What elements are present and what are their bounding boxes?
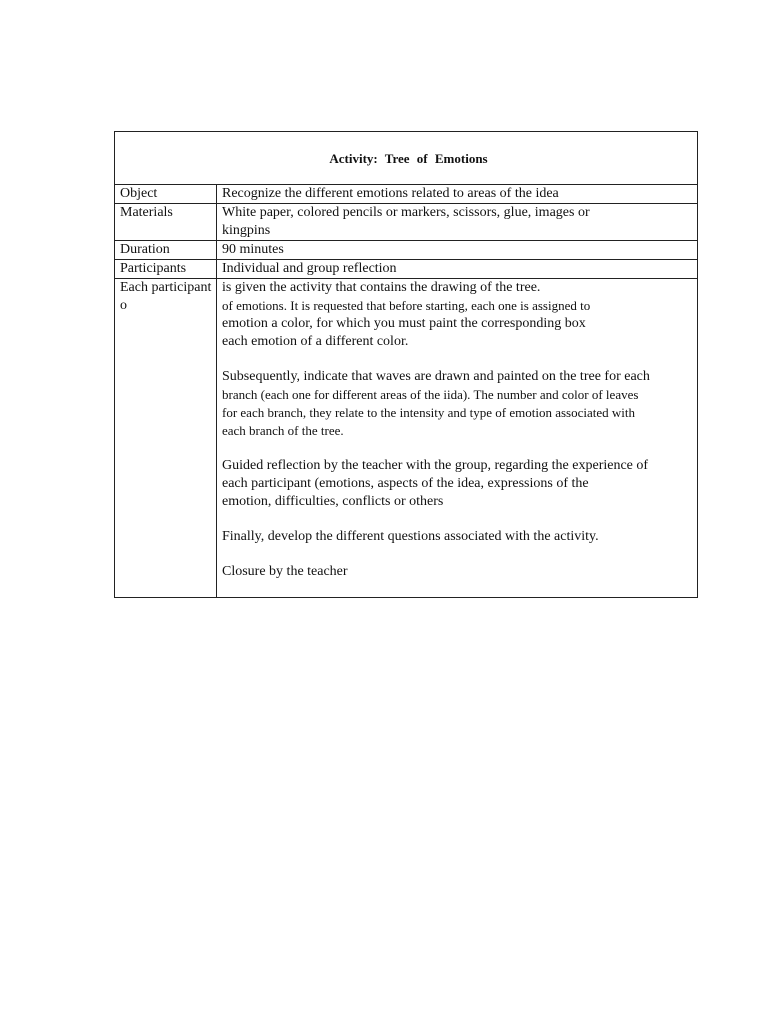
description-label (115, 279, 217, 598)
row-label-duration: Duration (115, 241, 217, 260)
materials-line-2: kingpins (222, 223, 271, 238)
table-row-materials (115, 204, 698, 241)
row-label-object: Object (115, 185, 217, 204)
row-label-materials: Materials (115, 204, 217, 241)
table-row-object (115, 185, 698, 204)
paragraph-1-line-3: emotion a color, for which you must paint the corresponding box (222, 316, 586, 331)
table-title: Activity: Tree of Emotions (115, 132, 698, 185)
paragraph-3-line-1: Guided reflection by the teacher with the group, regarding the experience of (222, 458, 649, 473)
paragraph-3 (222, 457, 697, 511)
table-row-participants (115, 260, 698, 279)
description-label-line-2: o (120, 298, 127, 313)
row-label-participants: Participants (115, 260, 217, 279)
description-label-line-1: Each participant (120, 280, 212, 295)
paragraph-1 (222, 279, 697, 351)
row-value-object: Recognize the different emotions related to areas of the idea (217, 185, 698, 204)
row-value-participants: Individual and group reflection (217, 260, 698, 279)
table-row-description (115, 279, 698, 598)
paragraph-2-line-4: each branch of the tree. (222, 423, 344, 438)
paragraph-1-line-1: is given the activity that contains the drawing of the tree. (222, 280, 541, 295)
paragraph-3-line-3: emotion, difficulties, conflicts or others (222, 494, 444, 509)
row-value-duration: 90 minutes (217, 241, 698, 260)
paragraph-3-line-2: each participant (emotions, aspects of the idea, expressions of the (222, 476, 589, 491)
activity-table (114, 131, 698, 598)
paragraph-4: Finally, develop the different questions associated with the activity. (222, 529, 599, 544)
materials-line-1: White paper, colored pencils or markers, scissors, glue, images or (222, 205, 590, 220)
table-row-duration (115, 241, 698, 260)
description-body (217, 279, 698, 598)
paragraph-1-line-2: of emotions. It is requested that before starting, each one is assigned to (222, 298, 591, 313)
paragraph-2-line-3: for each branch, they relate to the intensity and type of emotion associated with (222, 405, 635, 420)
paragraph-2 (222, 368, 697, 440)
row-value-materials (217, 204, 698, 241)
paragraph-2-line-1: Subsequently, indicate that waves are drawn and painted on the tree for each (222, 369, 650, 384)
paragraph-1-line-4: each emotion of a different color. (222, 334, 409, 349)
paragraph-5: Closure by the teacher (222, 564, 348, 579)
paragraph-2-line-2: branch (each one for different areas of the iida). The number and color of leaves (222, 387, 639, 402)
